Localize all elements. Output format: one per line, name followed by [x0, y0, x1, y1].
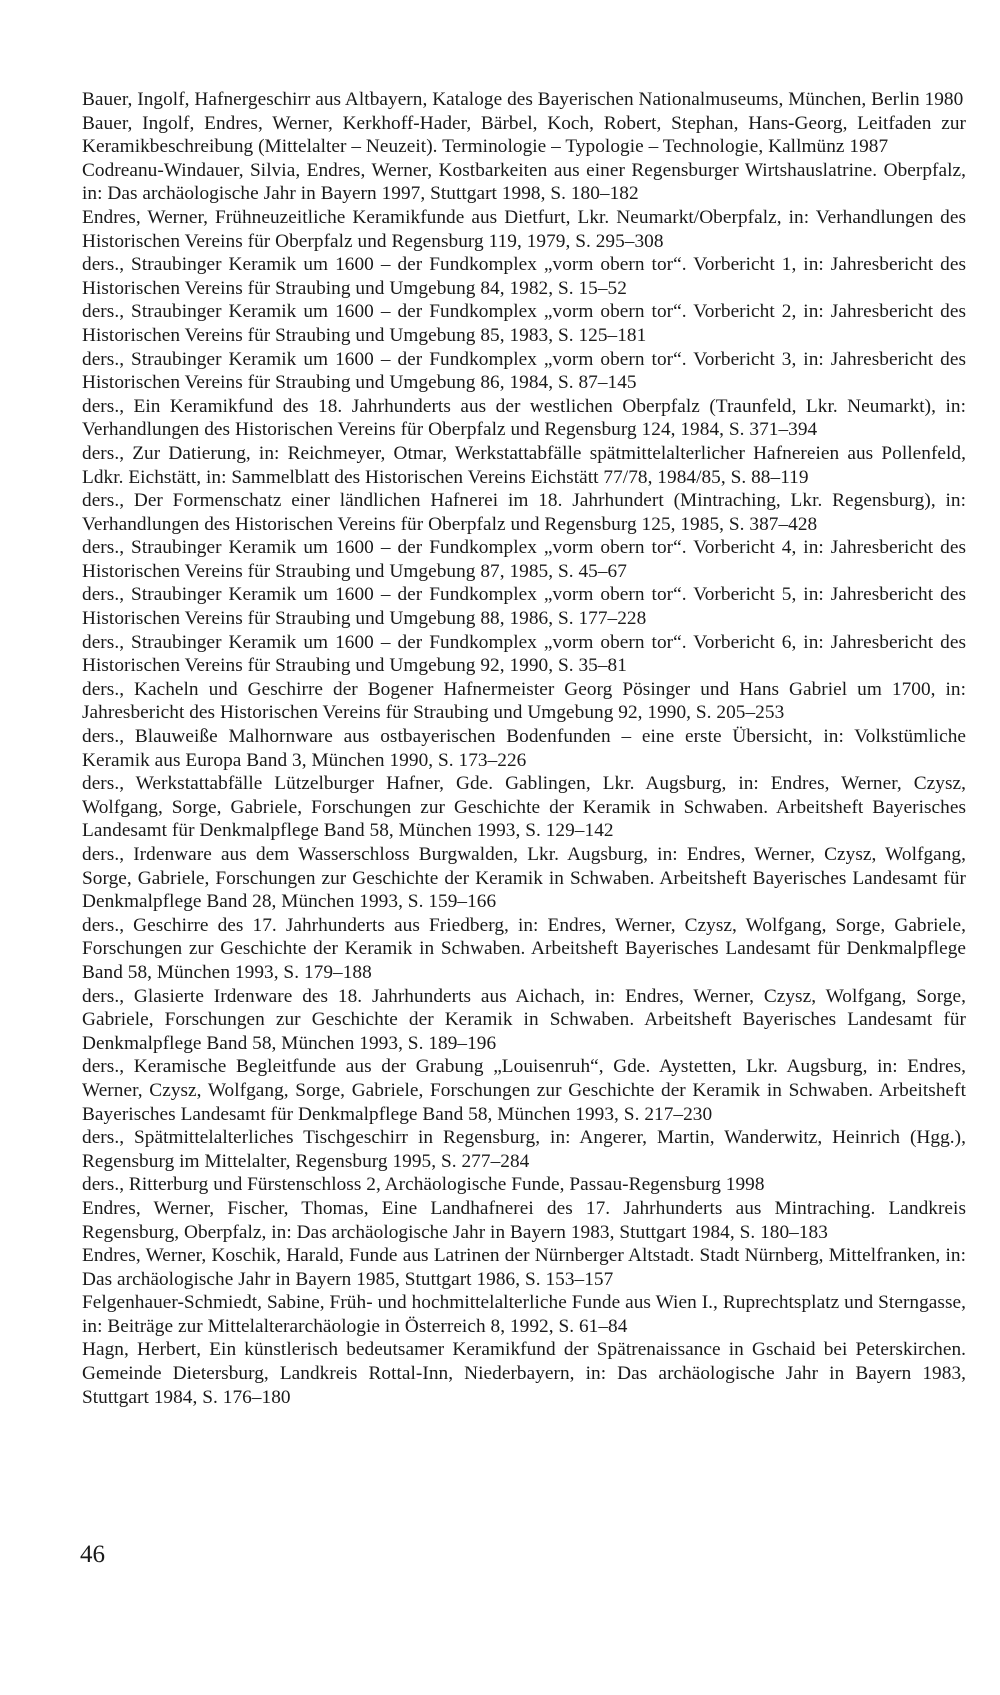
bibliography-entry: ders., Spätmittelalterliches Tischgeschirr in Regensburg, in: Angerer, Martin, Wanderwitz, Heinrich (Hgg.), Regensburg im Mittelalter, Regensburg 1995, S. 277–284 — [82, 1127, 966, 1172]
bibliography-entry: Endres, Werner, Fischer, Thomas, Eine Landhafnerei des 17. Jahrhunderts aus Mintraching. Landkreis Regensburg, Oberpfalz, in: Das archäologische Jahr in Bayern 1983, Stuttgart 1984, S. 180–183 — [82, 1197, 966, 1243]
bibliography-entry: ders., Kacheln und Geschirre der Bogener Hafnermeister Georg Pösinger und Hans Gabriel um 1700, in: Jahresbericht des Historischen Vereins für Straubing und Umgebung 92, 1990, S. 205–253 — [82, 678, 966, 724]
bibliography-entry: Endres, Werner, Frühneuzeitliche Keramikfunde aus Dietfurt, Lkr. Neumarkt/Oberpfalz, in: Verhandlungen des Historischen Vereins für Oberpfalz und Regensburg 119, 1979, S. 295–308 — [82, 206, 966, 252]
bibliography-entry: ders., Der Formenschatz einer ländlichen Hafnerei im 18. Jahrhundert (Mintraching, Lkr. Regensburg), in: Verhandlungen des Historischen Vereins für Oberpfalz und Regensburg 125, 1985, S. 387–428 — [82, 490, 966, 535]
bibliography-entry: ders., Keramische Begleitfunde aus der Grabung „Louisenruh“, Gde. Aystetten, Lkr. Augsburg, in: Endres, Werner, Czysz, Wolfgang, Sorge, Gabriele, Forschungen zur Geschichte der Keramik in Schwaben. Arbeitsheft Bayerisches Landesamt für Denkmalpflege Band 58, München 1993, S. 217–230 — [82, 1056, 966, 1125]
bibliography-entry: Bauer, Ingolf, Endres, Werner, Kerkhoff-Hader, Bärbel, Koch, Robert, Stephan, Hans-Georg, Leitfaden zur Keramikbeschreibung (Mittelalter – Neuzeit). Terminologie – Typologie – Technologie, Kallmünz 1987 — [82, 112, 966, 158]
bibliography-entry: ders., Straubinger Keramik um 1600 – der Fundkomplex „vorm obern tor“. Vorbericht 4, in: Jahresbericht des Historischen Vereins für Straubing und Umgebung 87, 1985, S. 45–67 — [82, 537, 966, 582]
bibliography-entry: ders., Geschirre des 17. Jahrhunderts aus Friedberg, in: Endres, Werner, Czysz, Wolfgang, Sorge, Gabriele, Forschungen zur Geschichte der Keramik in Schwaben. Arbeitsheft Bayerisches Landesamt für Denkmalpflege Band 58, München 1993, S. 179–188 — [82, 914, 966, 983]
bibliography-entry: ders., Straubinger Keramik um 1600 – der Fundkomplex „vorm obern tor“. Vorbericht 2, in: Jahresbericht des Historischen Vereins für Straubing und Umgebung 85, 1983, S. 125–181 — [82, 301, 966, 346]
bibliography-entry: Endres, Werner, Koschik, Harald, Funde aus Latrinen der Nürnberger Altstadt. Stadt Nürnberg, Mittelfranken, in: Das archäologische Jahr in Bayern 1985, Stuttgart 1986, S. 153–157 — [82, 1245, 966, 1290]
bibliography-entry: ders., Glasierte Irdenware des 18. Jahrhunderts aus Aichach, in: Endres, Werner, Czysz, Wolfgang, Sorge, Gabriele, Forschungen zur Geschichte der Keramik in Schwaben. Arbeitsheft Bayerisches Landesamt für Denkmalpflege Band 58, München 1993, S. 189–196 — [82, 985, 966, 1054]
bibliography-entry: Felgenhauer-Schmiedt, Sabine, Früh- und hochmittelalterliche Funde aus Wien I., Ruprechtsplatz und Sterngasse, in: Beiträge zur Mittelalterarchäologie in Österreich 8, 1992, S. 61–84 — [82, 1292, 966, 1337]
bibliography-entry: ders., Werkstattabfälle Lützelburger Hafner, Gde. Gablingen, Lkr. Augsburg, in: Endres, Werner, Czysz, Wolfgang, Sorge, Gabriele, Forschungen zur Geschichte der Keramik in Schwaben. Arbeitsheft Bayerisches Landesamt für Denkmalpflege Band 58, München 1993, S. 129–142 — [82, 773, 966, 842]
bibliography-entry: ders., Ein Keramikfund des 18. Jahrhunderts aus der westlichen Oberpfalz (Traunfeld, Lkr. Neumarkt), in: Verhandlungen des Historischen Vereins für Oberpfalz und Regensburg 124, 1984, S. 371–394 — [82, 395, 966, 441]
bibliography-entry: ders., Straubinger Keramik um 1600 – der Fundkomplex „vorm obern tor“. Vorbericht 5, in: Jahresbericht des Historischen Vereins für Straubing und Umgebung 88, 1986, S. 177–228 — [82, 584, 966, 630]
bibliography-entry: Bauer, Ingolf, Hafnergeschirr aus Altbayern, Kataloge des Bayerischen Nationalmuseums, München, Berlin 1980 — [82, 89, 964, 110]
bibliography-entry: Hagn, Herbert, Ein künstlerisch bedeutsamer Keramikfund der Spätrenaissance in Gschaid bei Peterskirchen. Gemeinde Dietersburg, Landkreis Rottal-Inn, Niederbayern, in: Das archäologische Jahr in Bayern 1983, Stuttgart 1984, S. 176–180 — [82, 1339, 966, 1408]
page-number: 46 — [80, 1541, 105, 1568]
bibliography-entry: ders., Straubinger Keramik um 1600 – der Fundkomplex „vorm obern tor“. Vorbericht 1, in: Jahresbericht des Historischen Vereins für Straubing und Umgebung 84, 1982, S. 15–52 — [82, 254, 966, 299]
bibliography-entry: Codreanu-Windauer, Silvia, Endres, Werner, Kostbarkeiten aus einer Regensburger Wirtshauslatrine. Oberpfalz, in: Das archäologische Jahr in Bayern 1997, Stuttgart 1998, S. 180–182 — [82, 159, 966, 205]
bibliography-entry: ders., Blauweiße Malhornware aus ostbayerischen Bodenfunden – eine erste Übersicht, in: Volkstümliche Keramik aus Europa Band 3, München 1990, S. 173–226 — [82, 726, 966, 771]
bibliography-list — [82, 88, 966, 1409]
bibliography-entry: ders., Irdenware aus dem Wasserschloss Burgwalden, Lkr. Augsburg, in: Endres, Werner, Czysz, Wolfgang, Sorge, Gabriele, Forschungen zur Geschichte der Keramik in Schwaben. Arbeitsheft Bayerisches Landesamt für Denkmalpflege Band 28, München 1993, S. 159–166 — [82, 844, 966, 913]
bibliography-entry: ders., Straubinger Keramik um 1600 – der Fundkomplex „vorm obern tor“. Vorbericht 3, in: Jahresbericht des Historischen Vereins für Straubing und Umgebung 86, 1984, S. 87–145 — [82, 348, 966, 394]
bibliography-entry: ders., Straubinger Keramik um 1600 – der Fundkomplex „vorm obern tor“. Vorbericht 6, in: Jahresbericht des Historischen Vereins für Straubing und Umgebung 92, 1990, S. 35–81 — [82, 631, 966, 677]
bibliography-entry: ders., Ritterburg und Fürstenschloss 2, Archäologische Funde, Passau-Regensburg 1998 — [82, 1174, 765, 1196]
bibliography-entry: ders., Zur Datierung, in: Reichmeyer, Otmar, Werkstattabfälle spätmittelalterlicher Hafnereien aus Pollenfeld, Ldkr. Eichstätt, in: Sammelblatt des Historischen Vereins Eichstätt 77/78, 1984/85, S. 88–119 — [82, 442, 966, 488]
